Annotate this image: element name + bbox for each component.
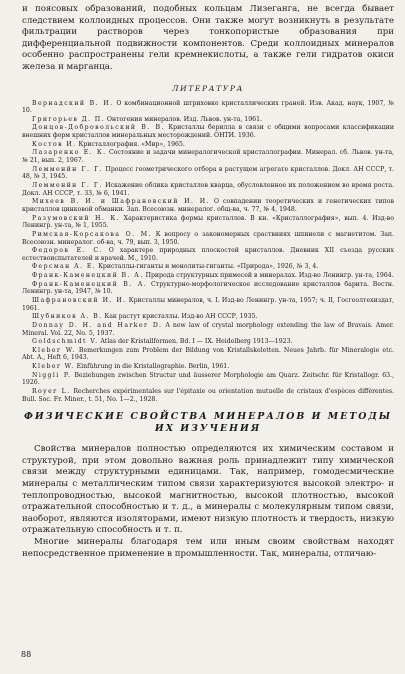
- reference-text: Einführung in die Kristallographie. Berlin, 1961.: [76, 362, 230, 370]
- reference-item: [22, 272, 394, 280]
- reference-text: О совпадении теоретических и генетических типов кристаллов цинковой обманки. Зап. Всесоюзн. минералог. общ-ва, ч. 77, № 4, 1948.: [22, 198, 394, 213]
- reference-item: [22, 231, 394, 246]
- page-content: [22, 4, 394, 560]
- reference-author: Лазаренко Е. К.: [32, 149, 107, 157]
- reference-text: Кристаллография. «Мир», 1965.: [78, 140, 185, 148]
- reference-author: Франк-Каменецкий В. А.: [32, 272, 144, 280]
- reference-item: [22, 166, 394, 181]
- reference-item: [22, 347, 394, 362]
- reference-item: [22, 100, 394, 115]
- reference-text: К вопросу о закономерных сраствниях шпинели с магнетитом. Зап. Всесоюзн. минералог. об-ва, ч. 79, вып. 3, 1950.: [22, 230, 394, 246]
- reference-author: Римская-Корсакова О. М.: [32, 230, 152, 238]
- reference-author: Goldschmidt V.: [32, 338, 99, 346]
- reference-item: [22, 363, 394, 371]
- reference-text: Структурно-морфологическое исследование кристаллов барита. Вестн. Ленингр. ун-та, 1947, № 10.: [22, 280, 394, 296]
- reference-text: Recherches expérimentales sur l'épitaxie ou orientation mutuelle de cristaux d'espèces différentes. Bull. Soc. Fr. Miner., t. 51, No. 1—2., 1928.: [22, 387, 394, 403]
- reference-item: [22, 215, 394, 230]
- reference-text: Beziehungen zwischen Structur und äusserer Morphologie am Quarz. Zeitschr. für Kristallogr. 63., 1926.: [22, 371, 394, 387]
- reference-text: Онтогения минералов. Изд. Львов. ун-та, 1961.: [106, 115, 262, 123]
- reference-author: Kleber W.: [32, 362, 75, 370]
- reference-text: Кристаллы минералов, ч. I. Изд-во Ленингр. ун-та, 1957; ч. II, Госгеолтехиздат, 1961.: [22, 296, 394, 312]
- reference-text: Кристаллы-гиганты и монолиты-гиганты. «Природа», 1926, № 3, 4.: [98, 263, 319, 271]
- reference-item: [22, 338, 394, 346]
- reference-text: Процесс геометрического отбора в растущем агрегате кристаллов. Докл. АН СССР, т. 48, № 3, 1945.: [22, 165, 395, 181]
- intro-paragraph: и поясовых образований, подобных кольцам Лизеганга, не всегда бывает следствием коллоидных процессов. Они также могут возникнуть в результате фильтрации растворов через тонкопористые образования при дифференциальной подвижности компонентов. Среди коллоидных минералов особенно распространены гели кремнекислоты, а также гели гидратов окиси железа и марганца.: [22, 4, 394, 72]
- reference-item: [22, 263, 394, 271]
- reference-author: Григорьев Д. П.: [32, 115, 105, 123]
- reference-item: [22, 116, 394, 124]
- reference-author: Niggli P.: [32, 371, 72, 379]
- reference-text: Кристаллы берилла в связи с общими вопросами классификации внешних форм кристаллов минеральных месторождений. ОНТИ. 1936.: [22, 124, 394, 140]
- reference-text: Состояние и задачи минералогической кристаллографии. Минерал. сб. Львов. ун-та, № 21, вып. 2, 1967.: [22, 149, 394, 165]
- reference-author: Royer L.: [32, 387, 71, 395]
- reference-author: Костов И.: [32, 140, 77, 148]
- reference-author: Донцов-Добровольский В. В.: [32, 124, 165, 132]
- reference-item: [22, 124, 394, 139]
- reference-author: Лемменйн Г. Г.: [32, 165, 104, 173]
- reference-item: [22, 247, 394, 262]
- reference-text: Bemerkungen zum Problem der Bildung von Kristallskeletten. Neues Jahrb. für Mineralogie etc. Abt. A., Heft 6, 1943.: [22, 346, 395, 362]
- reference-author: Разумовский Н. К.: [32, 214, 120, 222]
- page-number: 88: [21, 650, 32, 659]
- reference-item: [22, 372, 394, 387]
- reference-author: Donnay D. H. and Harker D.: [32, 321, 163, 329]
- reference-text: О комбинационной штриховке кристаллических граней. Изв. Акад. наук, 1907, № 10.: [22, 99, 394, 115]
- reference-list: [22, 100, 394, 404]
- reference-author: Федоров Е. С.: [32, 247, 103, 255]
- reference-author: Ферсман А. Е.: [32, 263, 97, 271]
- reference-author: Франк-Каменецкий В. А.: [32, 280, 148, 288]
- reference-item: [22, 297, 394, 312]
- reference-author: Михеев В. И. и Шафрановский И. И.: [32, 198, 210, 206]
- section-title: ФИЗИЧЕСКИЕ СВОЙСТВА МИНЕРАЛОВ И МЕТОДЫ ИХ ИЗУЧЕНИЯ: [24, 411, 392, 435]
- reference-author: Лемменйн Г. Г.: [32, 181, 103, 189]
- reference-author: Шубников А. В.: [32, 313, 103, 321]
- reference-item: [22, 198, 394, 213]
- reference-item: [22, 281, 394, 296]
- body-paragraph: Многие минералы благодаря тем или иным своим свойствам находят непосредственное применение в промышленности. Так, минералы, отличаю-: [22, 537, 394, 559]
- reference-author: Вернадский В. И.: [32, 99, 114, 107]
- body-paragraph: Свойства минералов полностью определяются их химическим составом и структурой, при этом довольно важная роль принадлежит типу химической связи между структурными единицами. Так, например, гомодесмические минералы с металлическим типом связи характеризуются высокой электро- и теплопроводностью, высокой магнитностью, высокой плотностью, высокой отражательной способностью и т. д., а минералы с молекулярным типом связи, наоборот, являются изоляторами, имеют низкую плотность и твердость, низкую отражательную способность и т. п.: [22, 444, 394, 536]
- reference-author: Kleber W.: [32, 346, 76, 354]
- reference-text: Как растут кристаллы. Изд-во АН СССР, 1935.: [104, 313, 258, 321]
- reference-author: Шафрановский И. И.: [32, 296, 127, 304]
- reference-item: [22, 313, 394, 321]
- reference-text: Характеристика формы кристаллов. В кн. «Кристаллография», вып. 4. Изд-во Ленингр. ун-та, № 1, 1955.: [22, 214, 395, 230]
- reference-item: [22, 322, 394, 337]
- reference-item: [22, 182, 394, 197]
- reference-item: [22, 388, 394, 403]
- reference-item: [22, 149, 394, 164]
- reference-text: Atlas der Kristallformen. Bd. I — IX. Heidelberg 1913—1923.: [100, 338, 293, 346]
- literature-heading: ЛИТЕРАТУРА: [172, 83, 244, 93]
- reference-text: Природа структурных примесей в минералах. Изд-во Ленингр. ун-та, 1964.: [145, 272, 394, 280]
- reference-text: О характере природных плоскостей кристаллов. Дневник XII съезда русских естествоиспытателей и врачей. М., 1910.: [22, 247, 394, 262]
- reference-text: Искажение облика кристаллов кварца, обусловленное их положением во время роста. Докл. АН СССР, т. 33, № 6, 1941.: [22, 181, 394, 197]
- reference-text: A new law of crystal morphology extending the law of Bravais. Amer. Mineral. Vol. 22, No. 5, 1937.: [22, 321, 394, 337]
- reference-item: [22, 141, 394, 149]
